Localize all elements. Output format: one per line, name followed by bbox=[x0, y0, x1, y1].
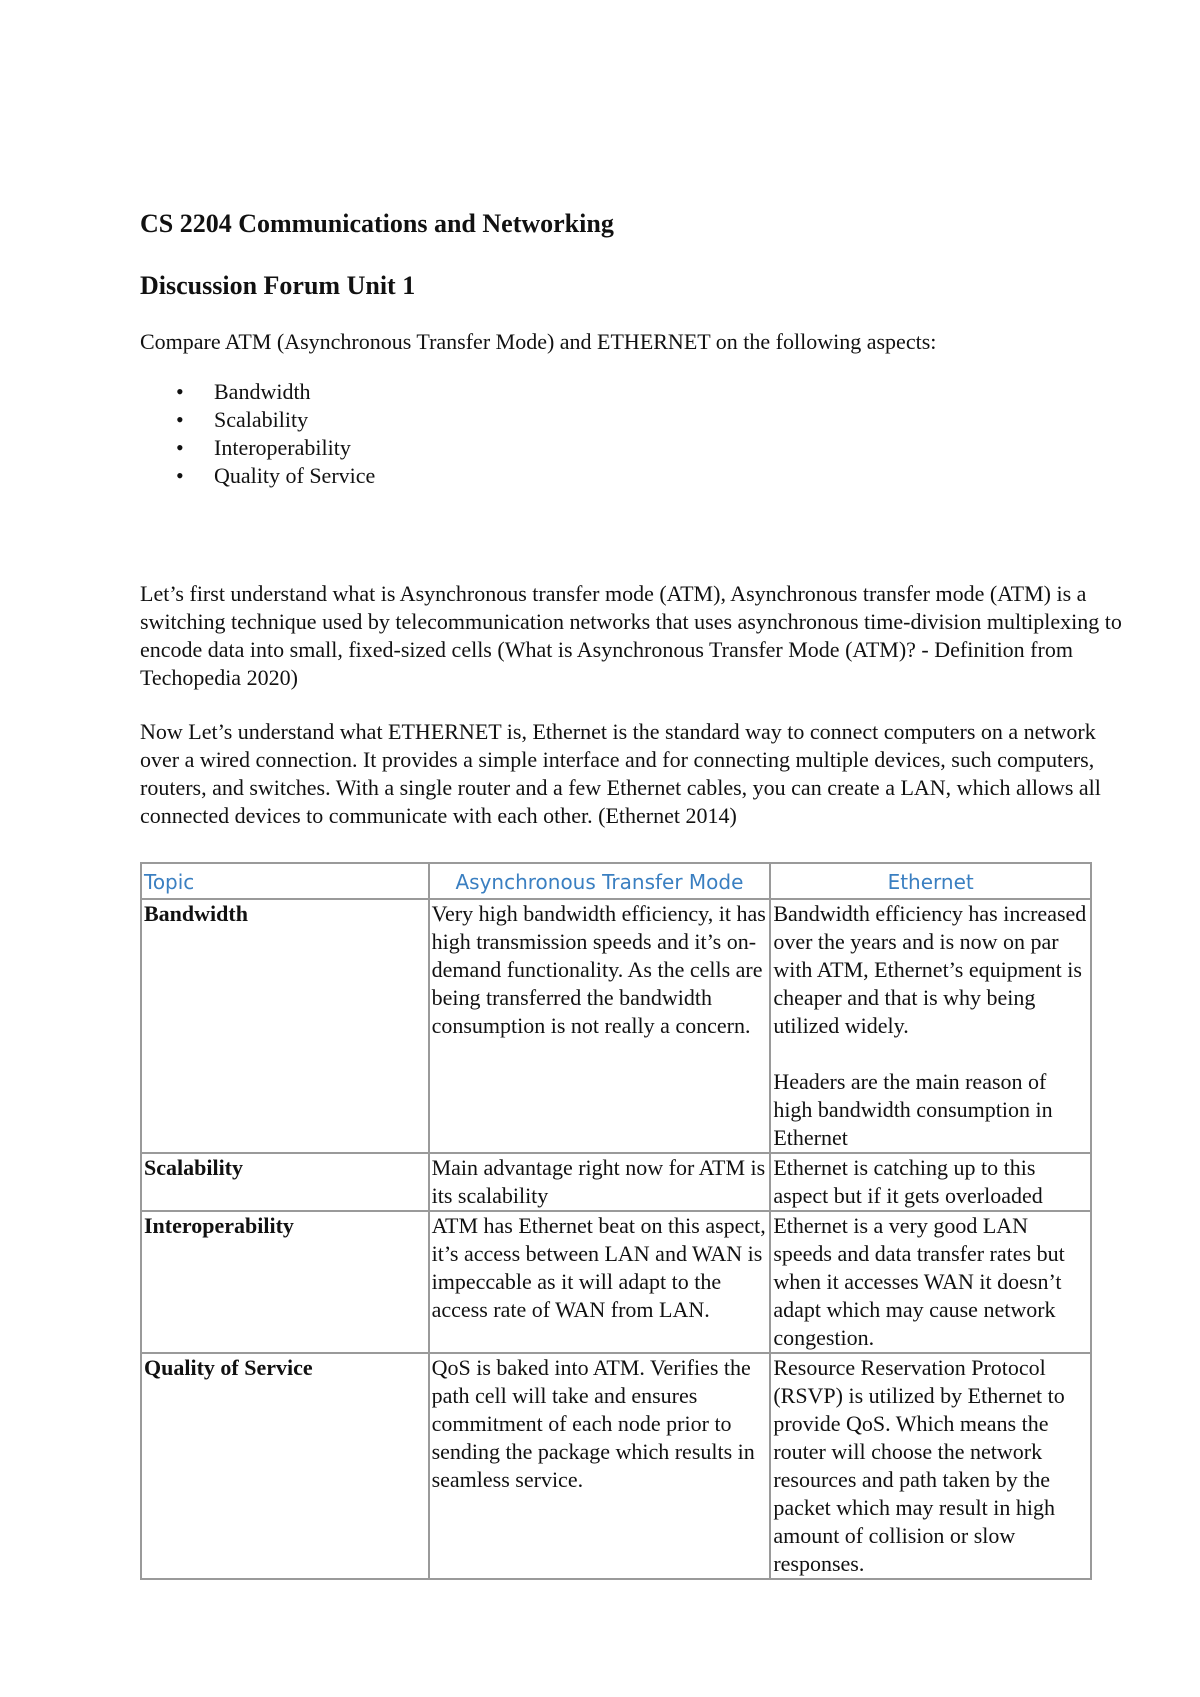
list-item bbox=[140, 406, 1140, 434]
row-ethernet-cell bbox=[770, 899, 1091, 1153]
bullet-icon: • bbox=[176, 379, 184, 404]
atm-paragraph: Let’s first understand what is Asynchronous transfer mode (ATM), Asynchronous transfer mode (ATM) is a switching technique used by telecommunication networks that uses asynchronous time-division multiplexing to encode data into small, fixed-sized cells (What is Asynchronous Transfer Mode (ATM)? - Definition from Techopedia 2020) bbox=[140, 581, 1122, 690]
ethernet-paragraph: Now Let’s understand what ETHERNET is, Ethernet is the standard way to connect computers on a network over a wired connection. It provides a simple interface and for connecting multiple devices, such computers, routers, and switches. With a single router and a few Ethernet cables, you can create a LAN, which allows all connected devices to communicate with each other. (Ethernet 2014) bbox=[140, 719, 1101, 828]
aspect-label: Bandwidth bbox=[214, 379, 311, 404]
document-subtitle: Discussion Forum Unit 1 bbox=[140, 271, 416, 300]
ethernet-cell-text: Bandwidth efficiency has increased over the years and is now on par with ATM, Ethernet’s equipment is cheaper and that is why being utilized widely. bbox=[773, 901, 1087, 1038]
header-atm: Asynchronous Transfer Mode bbox=[429, 863, 771, 899]
intro-text: Compare ATM (Asynchronous Transfer Mode) and ETHERNET on the following aspects: bbox=[140, 329, 937, 354]
bullet-icon: • bbox=[176, 435, 184, 460]
ethernet-cell-extra: Headers are the main reason of high bandwidth consumption in Ethernet bbox=[773, 1069, 1053, 1150]
aspect-label: Scalability bbox=[214, 407, 309, 432]
row-ethernet-cell: Ethernet is catching up to this aspect but if it gets overloaded bbox=[770, 1153, 1091, 1211]
document-title: CS 2204 Communications and Networking bbox=[140, 209, 614, 238]
row-atm-cell: Main advantage right now for ATM is its scalability bbox=[429, 1153, 771, 1211]
table-header-row bbox=[141, 863, 1091, 899]
aspect-label: Quality of Service bbox=[214, 463, 376, 488]
header-topic: Topic bbox=[141, 863, 429, 899]
cell-spacer bbox=[773, 1040, 1088, 1068]
row-atm-cell: QoS is baked into ATM. Verifies the path cell will take and ensures commitment of each node prior to sending the package which results in seamless service. bbox=[429, 1353, 771, 1579]
table-row bbox=[141, 1211, 1091, 1353]
header-ethernet: Ethernet bbox=[770, 863, 1091, 899]
table-row bbox=[141, 1353, 1091, 1579]
list-item bbox=[140, 434, 1140, 462]
row-topic: Scalability bbox=[141, 1153, 429, 1211]
row-topic: Interoperability bbox=[141, 1211, 429, 1353]
aspect-label: Interoperability bbox=[214, 435, 351, 460]
row-atm-cell: ATM has Ethernet beat on this aspect, it’s access between LAN and WAN is impeccable as it will adapt to the access rate of WAN from LAN. bbox=[429, 1211, 771, 1353]
row-topic: Quality of Service bbox=[141, 1353, 429, 1579]
comparison-table bbox=[140, 862, 1092, 1580]
document-page bbox=[140, 208, 1140, 1580]
row-atm-cell: Very high bandwidth efficiency, it has high transmission speeds and it’s on-demand functionality. As the cells are being transferred the bandwidth consumption is not really a concern. bbox=[429, 899, 771, 1153]
row-topic: Bandwidth bbox=[141, 899, 429, 1153]
bullet-icon: • bbox=[176, 407, 184, 432]
list-item bbox=[140, 378, 1140, 406]
row-ethernet-cell: Resource Reservation Protocol (RSVP) is utilized by Ethernet to provide QoS. Which means the router will choose the network resources and path taken by the packet which may result in high amount of collision or slow responses. bbox=[770, 1353, 1091, 1579]
bullet-icon: • bbox=[176, 463, 184, 488]
table-row bbox=[141, 1153, 1091, 1211]
list-item bbox=[140, 462, 1140, 490]
aspects-list bbox=[140, 378, 1140, 490]
row-ethernet-cell: Ethernet is a very good LAN speeds and data transfer rates but when it accesses WAN it doesn’t adapt which may cause network congestion. bbox=[770, 1211, 1091, 1353]
table-row bbox=[141, 899, 1091, 1153]
